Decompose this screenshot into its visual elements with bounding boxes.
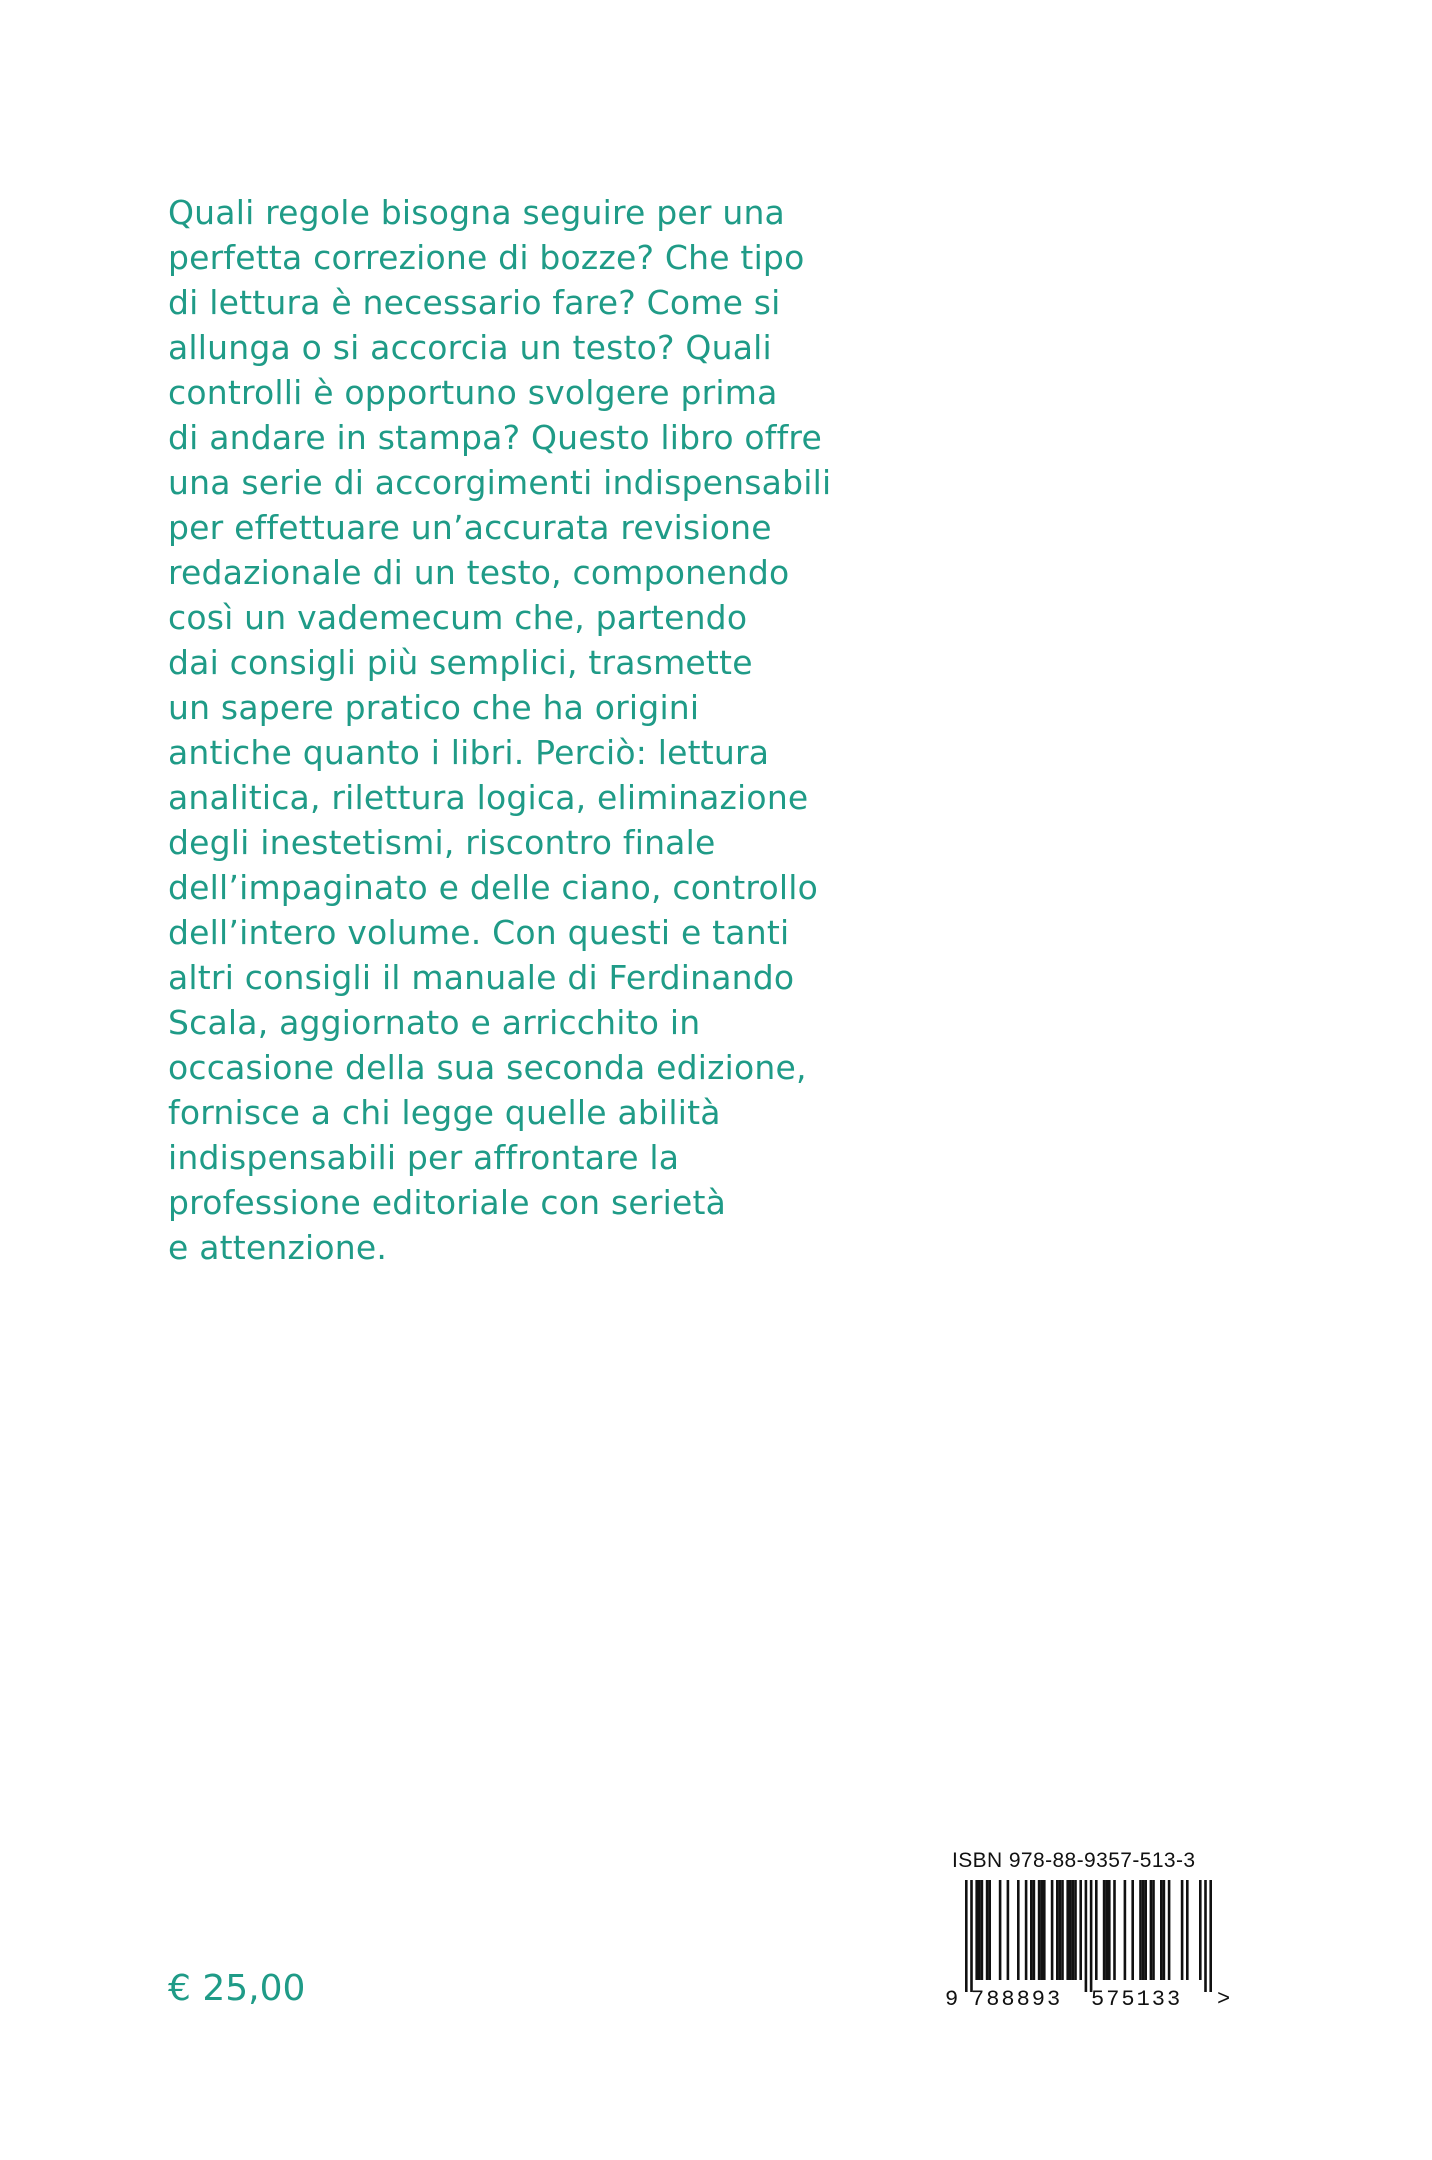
- blurb-line: indispensabili per affrontare la: [168, 1138, 680, 1177]
- barcode-bar: [1168, 1880, 1171, 1980]
- barcode-bar: [1103, 1880, 1106, 1980]
- blurb-line: redazionale di un testo, componendo: [168, 553, 790, 592]
- barcode-bar: [1199, 1880, 1202, 1980]
- barcode-guard-bar: [965, 1880, 968, 1992]
- blurb-line: professione editoriale con serietà: [168, 1183, 727, 1222]
- barcode-bar: [1144, 1880, 1147, 1980]
- barcode-bar: [1142, 1880, 1145, 1980]
- blurb-line: dell’intero volume. Con questi e tanti: [168, 913, 790, 952]
- blurb-line: fornisce a chi legge quelle abilità: [168, 1093, 721, 1132]
- barcode-guard-bar: [1085, 1880, 1088, 1992]
- barcode-bar: [1061, 1880, 1064, 1980]
- blurb-line: occasione della sua seconda edizione,: [168, 1048, 807, 1087]
- blurb-line: e attenzione.: [168, 1228, 388, 1267]
- barcode-bar: [1030, 1880, 1033, 1980]
- blurb-line: dai consigli più semplici, trasmette: [168, 643, 753, 682]
- blurb-line: dell’impaginato e delle ciano, controllo: [168, 868, 818, 907]
- blurb-line: di andare in stampa? Questo libro offre: [168, 418, 822, 457]
- barcode-guard-bar: [1204, 1880, 1207, 1992]
- barcode-bar: [1105, 1880, 1108, 1980]
- barcode-bar: [986, 1880, 989, 1980]
- blurb-line: Quali regole bisogna seguire per una: [168, 193, 785, 232]
- barcode-bar: [988, 1880, 991, 1980]
- blurb-line: così un vademecum che, partendo: [168, 598, 748, 637]
- barcode-bar: [1074, 1880, 1077, 1980]
- barcode-bar: [978, 1880, 981, 1980]
- blurb-line: di lettura è necessario fare? Come si: [168, 283, 781, 322]
- barcode-bar: [1163, 1880, 1166, 1980]
- blurb-line: analitica, rilettura logica, eliminazione: [168, 778, 809, 817]
- blurb-line: una serie di accorgimenti indispensabili: [168, 463, 832, 502]
- blurb-line: antiche quanto i libri. Perciò: lettura: [168, 733, 770, 772]
- barcode-bar: [1025, 1880, 1028, 1980]
- barcode-guard-bar: [970, 1880, 973, 1992]
- barcode-guard-bar: [1090, 1880, 1093, 1992]
- blurb-text: [168, 190, 831, 1270]
- barcode-bar: [1066, 1880, 1069, 1980]
- blurb-line: altri consigli il manuale di Ferdinando: [168, 958, 795, 997]
- barcode-bar: [1059, 1880, 1062, 1980]
- barcode-bar: [1186, 1880, 1189, 1980]
- barcode-bar: [1072, 1880, 1075, 1980]
- barcode-bar: [1056, 1880, 1059, 1980]
- barcode-bar: [1181, 1880, 1184, 1980]
- barcode-bar: [1007, 1880, 1010, 1980]
- barcode-bar: [1040, 1880, 1043, 1980]
- blurb-line: per effettuare un’accurata revisione: [168, 508, 772, 547]
- barcode-guard-bar: [1209, 1880, 1212, 1992]
- blurb-line: Scala, aggiornato e arricchito in: [168, 1003, 701, 1042]
- barcode-bar: [999, 1880, 1002, 1980]
- barcode-bars: [965, 1880, 1212, 1992]
- barcode-right-digits: 575133: [1091, 1987, 1183, 2010]
- barcode-bar: [981, 1880, 984, 1980]
- barcode-bar: [1150, 1880, 1153, 1980]
- barcode-bar: [1152, 1880, 1155, 1980]
- barcode-bar: [1069, 1880, 1072, 1980]
- barcode-bar: [1139, 1880, 1142, 1980]
- barcode-bar: [1108, 1880, 1111, 1980]
- blurb-line: un sapere pratico che ha origini: [168, 688, 700, 727]
- blurb-line: allunga o si accorcia un testo? Quali: [168, 328, 772, 367]
- barcode-lead-digit: 9: [945, 1987, 959, 2010]
- blurb-line: controlli è opportuno svolgere prima: [168, 373, 778, 412]
- barcode-bar: [1079, 1880, 1082, 1980]
- barcode-bar: [1131, 1880, 1134, 1980]
- barcode-bar: [1113, 1880, 1116, 1980]
- barcode-bar: [1095, 1880, 1098, 1980]
- barcode-bar: [1043, 1880, 1046, 1980]
- barcode-bar: [1033, 1880, 1036, 1980]
- barcode: [943, 1880, 1235, 2010]
- barcode-bar: [1051, 1880, 1054, 1980]
- barcode-bar: [1038, 1880, 1041, 1980]
- price-label: € 25,00: [168, 1968, 306, 2009]
- isbn-label: ISBN 978-88-9357-513-3: [952, 1849, 1196, 1872]
- barcode-bar: [1017, 1880, 1020, 1980]
- barcode-bar: [975, 1880, 978, 1980]
- barcode-bar: [1160, 1880, 1163, 1980]
- barcode-quiet-zone-marker: >: [1217, 1987, 1231, 2010]
- barcode-bar: [1124, 1880, 1127, 1980]
- blurb-line: perfetta correzione di bozze? Che tipo: [168, 238, 805, 277]
- barcode-left-digits: 788893: [971, 1987, 1063, 2010]
- blurb-line: degli inestetismi, riscontro finale: [168, 823, 716, 862]
